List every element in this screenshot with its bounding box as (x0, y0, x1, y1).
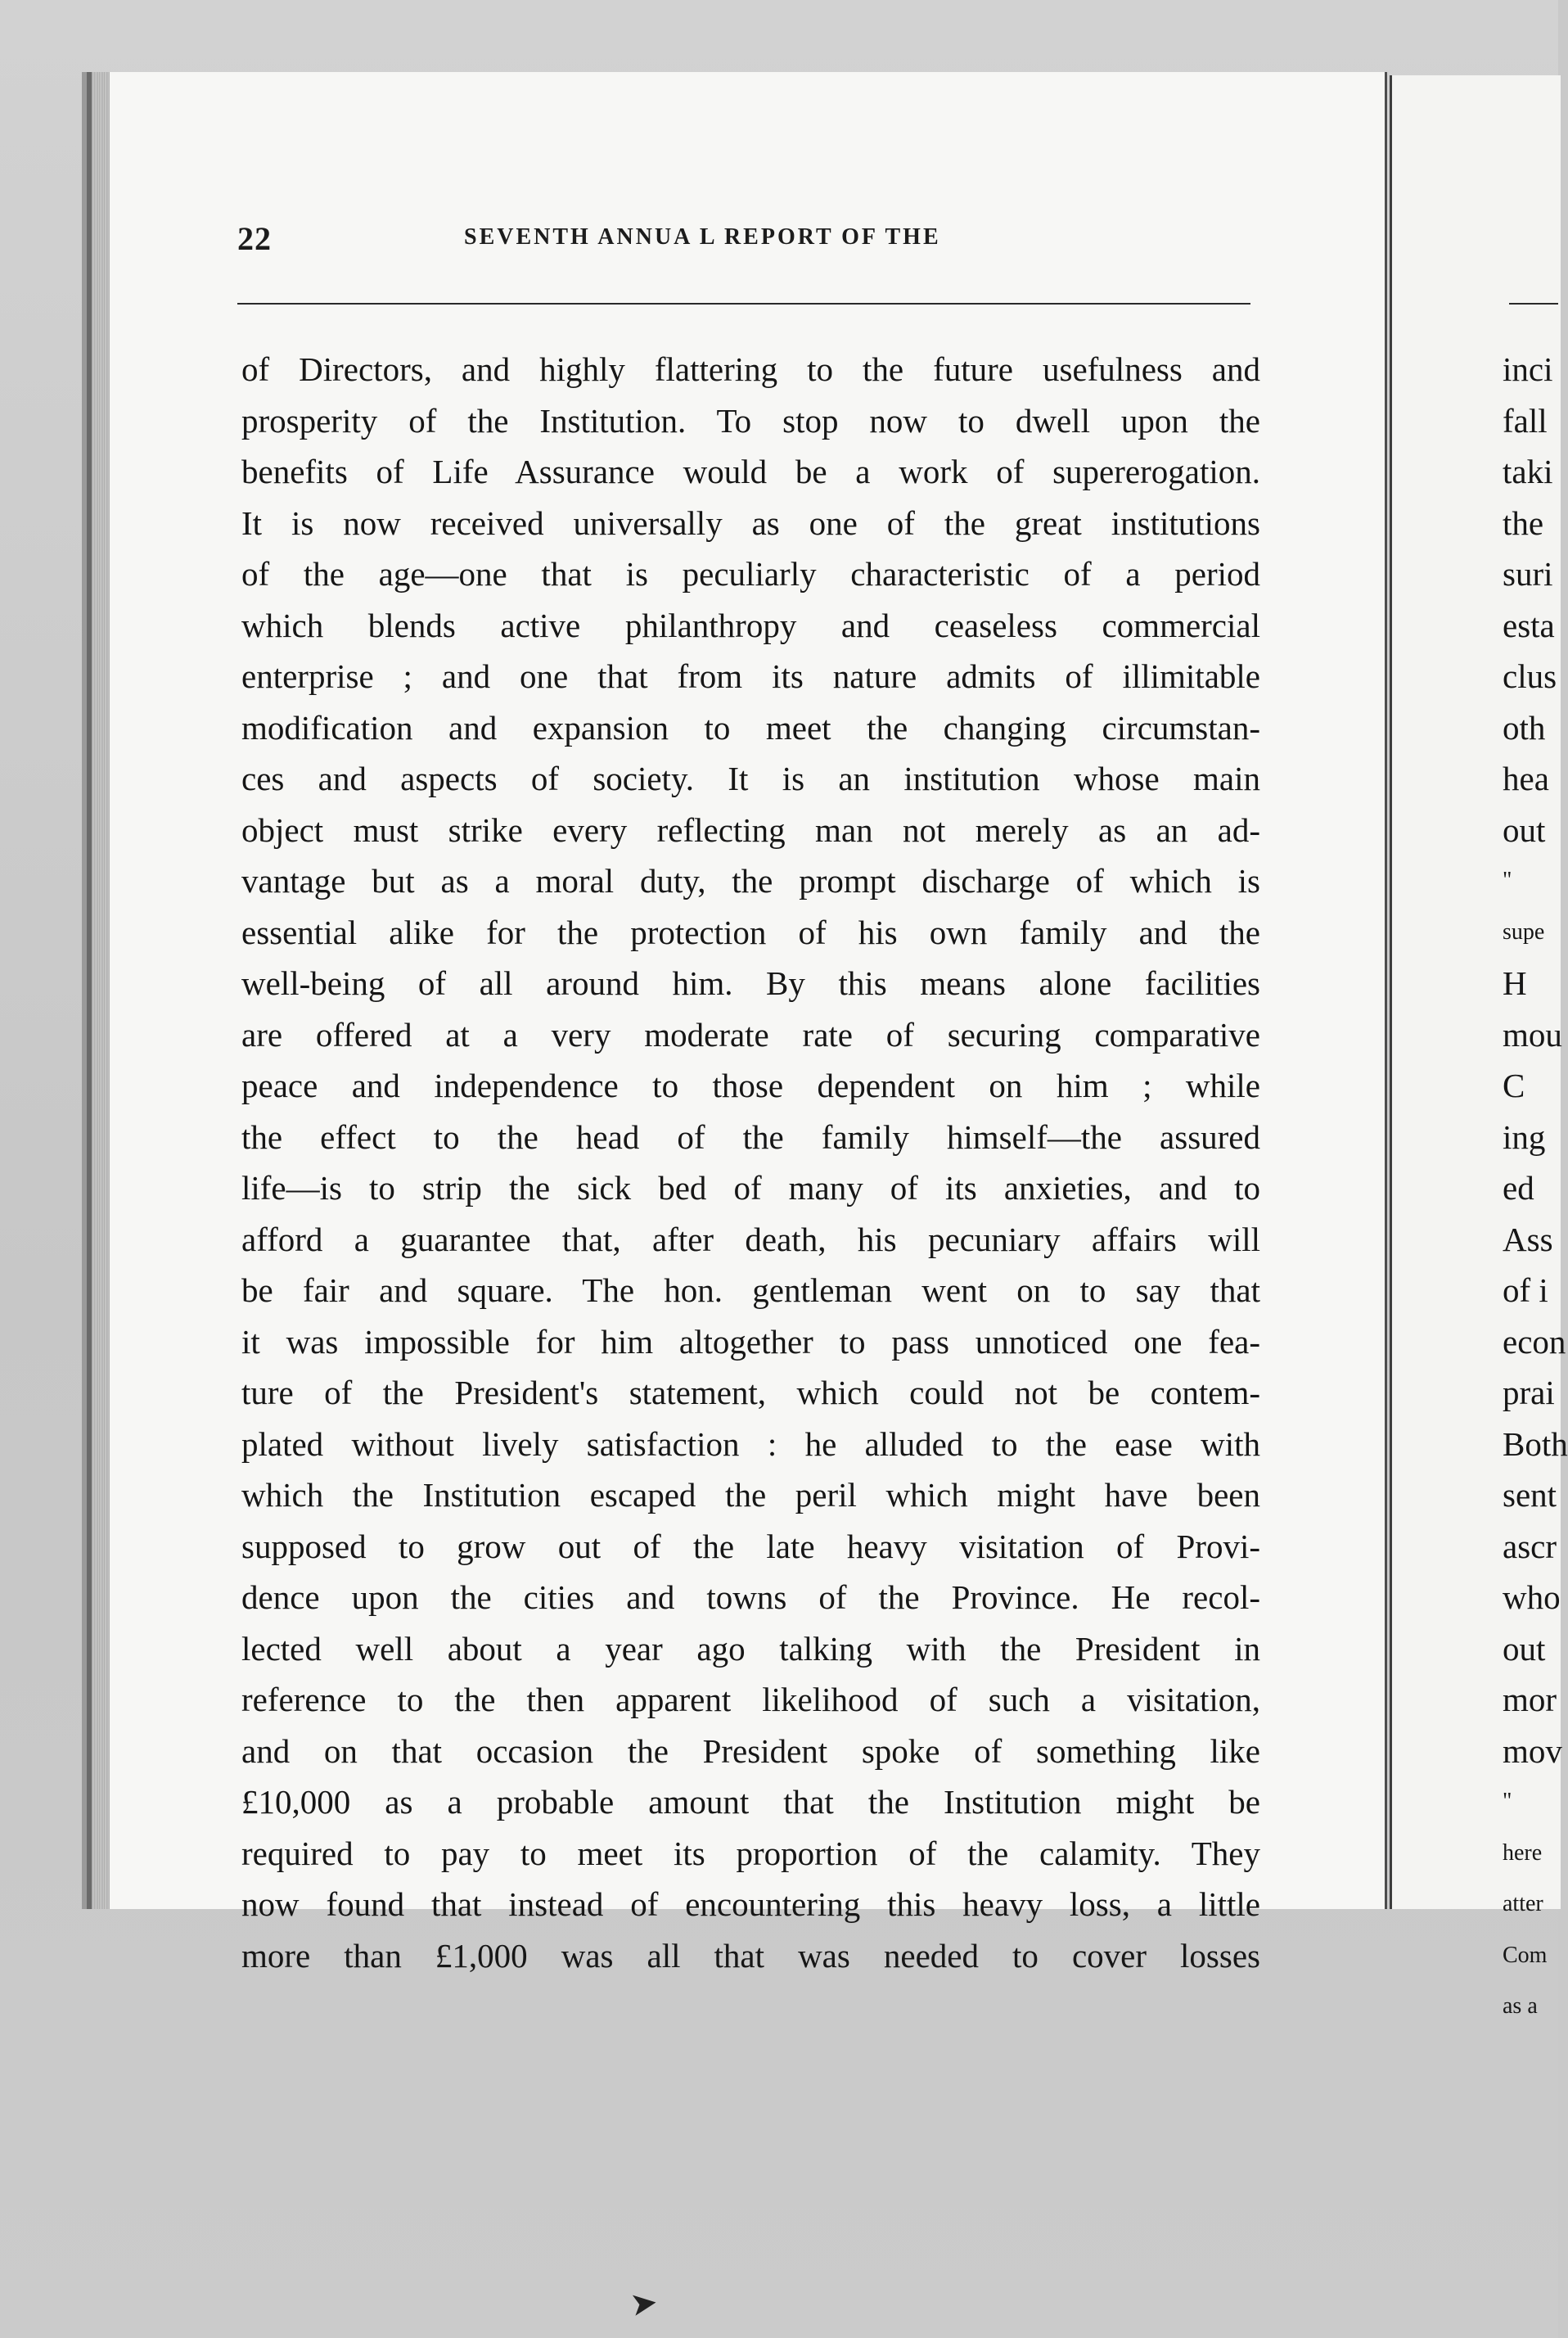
text-line: afford a guarantee that, after death, his pecuniary affairs will (241, 1220, 1260, 1258)
adjacent-text-fragment: ed (1503, 1169, 1534, 1207)
text-line: life—is to strip the sick bed of many of its anxieties, and to (241, 1169, 1260, 1207)
text-line: now found that instead of encountering this heavy loss, a little (241, 1885, 1260, 1923)
text-line: It is now received universally as one of the great institutions (241, 503, 1260, 542)
text-line: are offered at a very moderate rate of securing comparative (241, 1015, 1260, 1054)
adjacent-text-fragment: esta (1503, 606, 1555, 644)
text-line: well-being of all around him. By this means alone facilities (241, 964, 1260, 1002)
adjacent-text-fragment: oth (1503, 708, 1546, 747)
adjacent-text-fragment: who (1503, 1578, 1561, 1616)
text-line: supposed to grow out of the late heavy visitation of Provi- (241, 1527, 1260, 1565)
text-line: be fair and square. The hon. gentleman went on to say that (241, 1271, 1260, 1309)
text-line: plated without lively satisfaction : he alluded to the ease with (241, 1424, 1260, 1463)
adjacent-text-fragment: taki (1503, 453, 1553, 490)
adjacent-text-fragment: prai (1503, 1374, 1555, 1411)
body-text (241, 344, 1260, 1981)
adjacent-text-fragment: H (1503, 964, 1527, 1002)
text-line: enterprise ; and one that from its nature admits of illimitable (241, 657, 1260, 695)
adjacent-text-fragment: ing (1503, 1117, 1546, 1156)
adjacent-text-fragment: the (1503, 503, 1544, 542)
adjacent-text-fragment: " (1503, 868, 1512, 893)
text-line: of Directors, and highly flattering to the future usefulness and (241, 350, 1260, 388)
adjacent-text-fragment: C (1503, 1067, 1525, 1104)
adjacent-text-fragment: inci (1503, 350, 1553, 388)
adjacent-text-fragment: here (1503, 1839, 1543, 1866)
text-line: and on that occasion the President spoke of something like (241, 1731, 1260, 1770)
text-line: prosperity of the Institution. To stop now to dwell upon the (241, 401, 1260, 440)
header-rule (237, 303, 1250, 305)
scan-arrow-mark: ➤ (628, 2282, 660, 2324)
text-line: ces and aspects of society. It is an institution whose main (241, 760, 1260, 797)
adjacent-text-fragment: Com (1503, 1942, 1548, 1968)
adjacent-text-fragment: fall (1503, 401, 1548, 440)
text-line: more than £1,000 was all that was needed to cover losses (241, 1936, 1260, 1975)
text-line: benefits of Life Assurance would be a work of supererogation. (241, 453, 1260, 490)
adjacent-text-fragment: sent (1503, 1476, 1557, 1514)
text-line: required to pay to meet its proportion of the calamity. They (241, 1834, 1260, 1872)
adjacent-header-rule (1509, 303, 1558, 305)
text-line: dence upon the cities and towns of the Province. He recol- (241, 1578, 1260, 1616)
adjacent-page-text (1503, 344, 1568, 2033)
adjacent-text-fragment: econ (1503, 1322, 1566, 1361)
text-line: £10,000 as a probable amount that the Institution might be (241, 1783, 1260, 1821)
adjacent-text-fragment: suri (1503, 555, 1553, 593)
page-number: 22 (237, 220, 272, 257)
adjacent-text-fragment: mov (1503, 1731, 1562, 1770)
adjacent-text-fragment: atter (1503, 1891, 1543, 1916)
text-line: which blends active philanthropy and ceaseless commercial (241, 606, 1260, 644)
text-line: which the Institution escaped the peril which might have been (241, 1476, 1260, 1514)
text-line: of the age—one that is peculiarly characteristic of a period (241, 555, 1260, 593)
running-header (147, 219, 1252, 260)
text-line: object must strike every reflecting man not merely as an ad- (241, 810, 1260, 849)
adjacent-text-fragment: as a (1503, 1993, 1538, 2019)
running-title: SEVENTH ANNUA L REPORT OF THE (464, 224, 941, 250)
adjacent-text-fragment: out (1503, 810, 1546, 849)
adjacent-text-fragment: Ass (1503, 1220, 1553, 1258)
adjacent-text-fragment: Both (1503, 1424, 1568, 1463)
adjacent-text-fragment: supe (1503, 918, 1545, 945)
text-line: peace and independence to those dependent on him ; while (241, 1067, 1260, 1104)
adjacent-text-fragment: hea (1503, 760, 1549, 797)
text-line: lected well about a year ago talking with the President in (241, 1629, 1260, 1668)
adjacent-text-fragment: out (1503, 1629, 1546, 1668)
adjacent-text-fragment: " (1503, 1789, 1512, 1814)
adjacent-text-fragment: clus (1503, 657, 1557, 695)
text-line: vantage but as a moral duty, the prompt discharge of which is (241, 862, 1260, 900)
page-binding-edge (92, 72, 110, 1909)
adjacent-text-fragment: mor (1503, 1681, 1557, 1718)
text-line: ture of the President's statement, which could not be contem- (241, 1374, 1260, 1411)
text-line: modification and expansion to meet the changing circumstan- (241, 708, 1260, 747)
text-line: reference to the then apparent likelihood of such a visitation, (241, 1681, 1260, 1718)
text-line: the effect to the head of the family himself—the assured (241, 1117, 1260, 1156)
adjacent-text-fragment: mou (1503, 1015, 1562, 1054)
adjacent-text-fragment: of i (1503, 1271, 1548, 1309)
text-line: it was impossible for him altogether to pass unnoticed one fea- (241, 1322, 1260, 1361)
text-line: essential alike for the protection of his own family and the (241, 913, 1260, 951)
adjacent-text-fragment: ascr (1503, 1527, 1557, 1565)
